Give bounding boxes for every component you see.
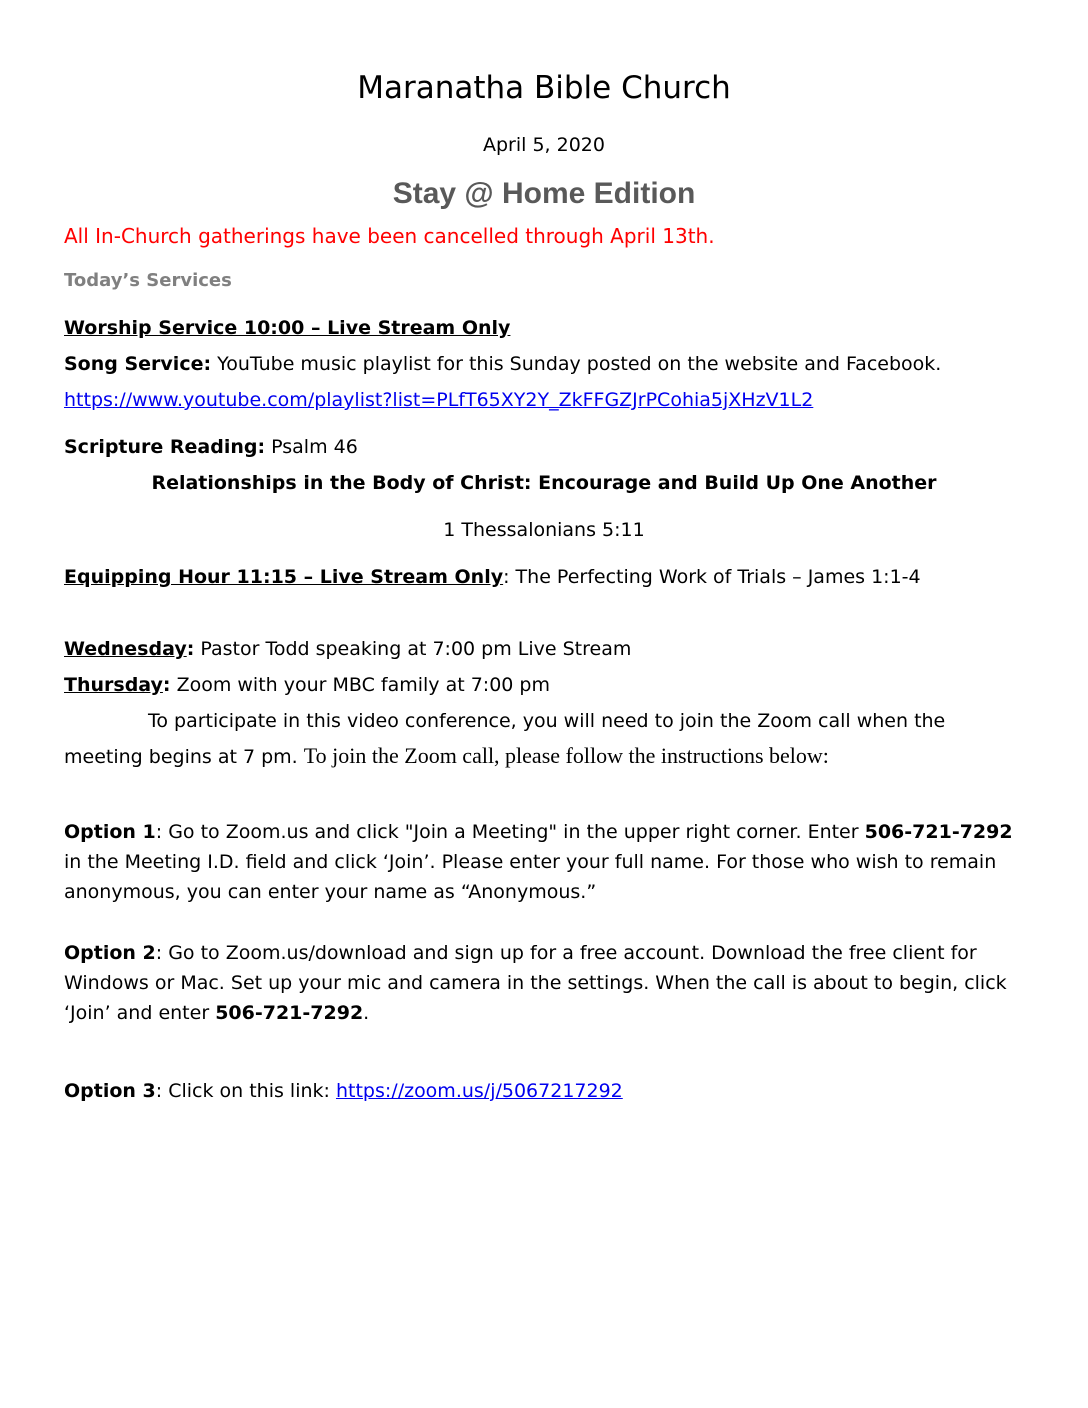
participate-line-1: To participate in this video conference, you will need to join the Zoom call when the: [148, 710, 946, 732]
option-2-meeting-id: 506-721-7292: [215, 1002, 364, 1024]
equipping-hour-heading: Equipping Hour 11:15 – Live Stream Only: [64, 566, 504, 588]
option-3-text: : Click on this link:: [155, 1080, 336, 1102]
participate-line-2-text: meeting begins at 7 pm.: [64, 746, 304, 768]
thursday-label: Thursday: [64, 674, 163, 696]
thursday-line: [64, 673, 550, 697]
option-1-text: : Go to Zoom.us and click "Join a Meeting" in the upper right corner. Enter: [155, 821, 865, 843]
playlist-line: [64, 388, 813, 412]
song-service-label: Song Service:: [64, 353, 212, 375]
option-1-text-rest: in the Meeting I.D. field and click ‘Join’. Please enter your full name. For those who wish to remain anonymous, you can enter your name as “Anonymous.”: [64, 851, 997, 903]
song-service-text: YouTube music playlist for this Sunday posted on the website and Facebook.: [211, 353, 942, 375]
scripture-text: Psalm 46: [265, 436, 358, 458]
wednesday-text: Pastor Todd speaking at 7:00 pm Live Stream: [194, 638, 632, 660]
worship-service-heading: Worship Service 10:00 – Live Stream Only: [64, 317, 511, 339]
church-name: Maranatha Bible Church: [357, 70, 731, 106]
option-1-paragraph: [64, 817, 1024, 907]
equipping-hour-text: The Perfecting Work of Trials – James 1:1-4: [509, 566, 921, 588]
wednesday-line: [64, 637, 631, 661]
equipping-hour-line: [64, 565, 921, 589]
option-1-meeting-id: 506-721-7292: [864, 821, 1013, 843]
wednesday-colon: :: [186, 638, 195, 660]
option-3-label: Option 3: [64, 1080, 156, 1102]
scripture-label: Scripture Reading:: [64, 436, 266, 458]
option-3-line: [64, 1079, 623, 1103]
option-1-label: Option 1: [64, 821, 156, 843]
option-2-paragraph: [64, 938, 1024, 1028]
sermon-title: Relationships in the Body of Christ: Encourage and Build Up One Another: [151, 472, 937, 494]
edition-title: Stay @ Home Edition: [392, 177, 696, 210]
option-2-text: : Go to Zoom.us/download and sign up for a free account. Download the free client for Windows or Mac. Set up your mic and camera in the settings. When the call is about to begin, click ‘Join’ and enter: [64, 942, 1007, 1024]
zoom-link[interactable]: https://zoom.us/j/5067217292: [335, 1080, 623, 1102]
participate-line-2: [64, 744, 829, 769]
wednesday-label: Wednesday: [64, 638, 187, 660]
section-heading: Today’s Services: [64, 270, 232, 291]
thursday-colon: :: [162, 674, 171, 696]
playlist-link[interactable]: https://www.youtube.com/playlist?list=PLfT65XY2Y_ZkFFGZJrPCohia5jXHzV1L2: [64, 389, 814, 411]
option-2-label: Option 2: [64, 942, 156, 964]
equipping-colon: :: [503, 566, 510, 588]
sermon-reference: 1 Thessalonians 5:11: [443, 519, 645, 541]
option-2-text-rest: .: [363, 1002, 370, 1024]
song-service-line: [64, 352, 941, 376]
scripture-line: [64, 435, 358, 459]
cancellation-notice: All In-Church gatherings have been cancelled through April 13th.: [64, 224, 715, 248]
bulletin-date: April 5, 2020: [483, 134, 605, 156]
zoom-instructions-intro: To join the Zoom call, please follow the instructions below:: [303, 743, 829, 768]
thursday-text: Zoom with your MBC family at 7:00 pm: [170, 674, 550, 696]
